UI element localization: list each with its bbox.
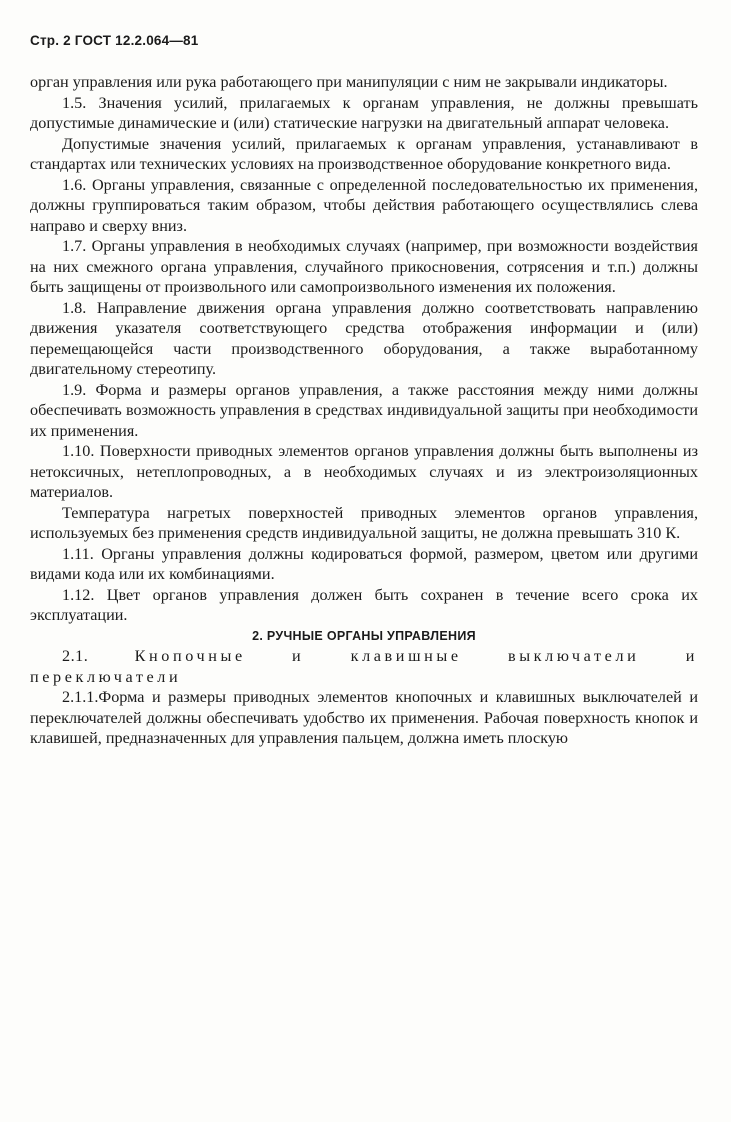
document-body <box>30 72 698 749</box>
paragraph-1-8: 1.8. Направление движения органа управления должно соответствовать направлению движения указателя соответствующего средства отображения информации и (или) перемещающейся части производственного оборудования, а также выработанному двигательному стереотипу. <box>30 298 698 378</box>
paragraph-1-12: 1.12. Цвет органов управления должен быть сохранен в течение всего срока их эксплуатации. <box>30 585 698 624</box>
paragraph-2-1-1: 2.1.1.Форма и размеры приводных элементов кнопочных и клавишных выключателей и переключателей должны обеспечивать удобство их применения. Рабочая поверхность кнопок и клавишей, предназначенных для управления пальцем, должна иметь плоскую <box>30 688 698 747</box>
paragraph-continuation: орган управления или рука работающего при манипуляции с ним не закрывали индикаторы. <box>30 73 668 91</box>
page-header <box>30 33 198 48</box>
paragraph-1-9: 1.9. Форма и размеры органов управления, а также расстояния между ними должны обеспечивать возможность управления в средствах индивидуальной защиты при необходимости их применения. <box>30 380 698 440</box>
paragraph-1-6: 1.6. Органы управления, связанные с определенной последовательностью их применения, должны группироваться таким образом, чтобы действия работающего осуществлялись слева направо и сверху вниз. <box>30 175 698 235</box>
paragraph-1-5-allowed: Допустимые значения усилий, прилагаемых к органам управления, устанавливают в стандартах или технических условиях на производственное оборудование конкретного вида. <box>30 134 698 173</box>
subsection-number: 2.1. <box>62 647 89 665</box>
standard-code: ГОСТ 12.2.064—81 <box>74 33 199 48</box>
page-number: Стр. 2 <box>30 33 71 48</box>
paragraph-1-10: 1.10. Поверхности приводных элементов органов управления должны быть выполнены из нетоксичных, нетеплопроводных, а в необходимых случаях и из электроизоляционных материалов. <box>30 442 698 501</box>
subsection-heading <box>30 646 698 687</box>
section-title: 2. РУЧНЫЕ ОРГАНЫ УПРАВЛЕНИЯ <box>252 628 476 643</box>
paragraph-1-7: 1.7. Органы управления в необходимых случаях (например, при возможности воздействия на них смежного органа управления, случайного прикосновения, сотрясения и т.п.) должны быть защищены от произвольного или самопроизвольного изменения их положения. <box>30 237 698 296</box>
paragraph-1-11: 1.11. Органы управления должны кодироваться формой, размером, цветом или другими видами кода или их комбинациями. <box>30 544 698 583</box>
paragraph-1-10-temperature: Температура нагретых поверхностей приводных элементов органов управления, используемых без применения средств индивидуальной защиты, не должна превышать 310 К. <box>30 503 698 542</box>
paragraph-1-5: 1.5. Значения усилий, прилагаемых к органам управления, не должны превышать допустимые динамические и (или) статические нагрузки на двигательный аппарат человека. <box>30 93 698 132</box>
subsection-title: Кнопочные и клавишные выключатели и переключатели <box>30 647 698 686</box>
